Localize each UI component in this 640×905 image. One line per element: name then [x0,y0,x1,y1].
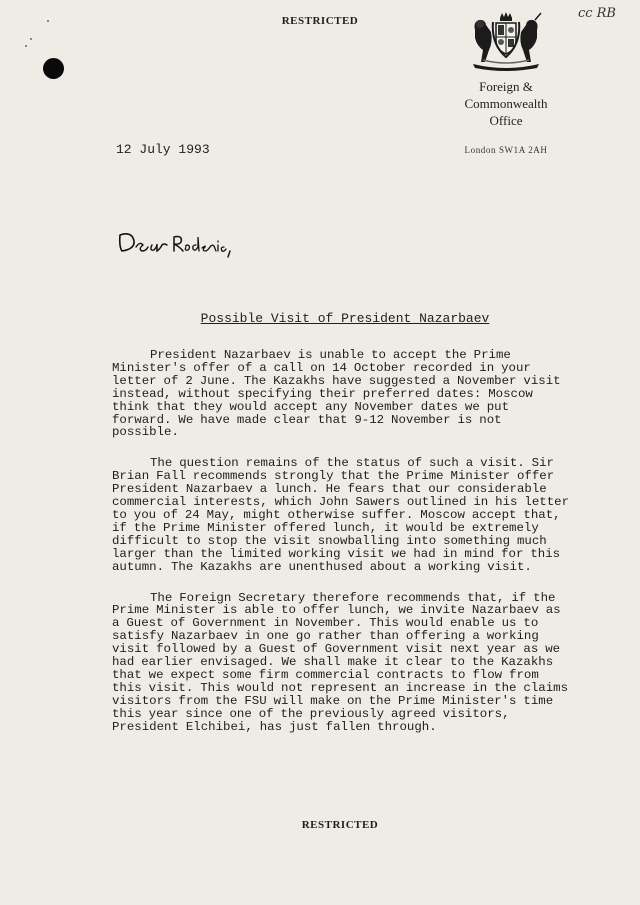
classification-header: RESTRICTED [281,15,359,27]
office-name [440,78,572,129]
office-line: Commonwealth [464,96,548,111]
classification-footer: RESTRICTED [301,819,379,831]
handwritten-annotation: cc RB [577,6,616,21]
office-address: London SW1A 2AH [464,145,548,155]
body-paragraph: President Nazarbaev is unable to accept the Prime Minister's offer of a call on 14 October recorded in your letter of 2 June. The Kazakhs have suggested a November visit instead, without specifying their preferred dates: Moscow think that they would accept any November dates we put forward. We have made clear that 9-12 November is not possible. [112,348,561,440]
handwritten-salutation [116,225,236,261]
paper-speck [30,38,32,40]
letter-date: 12 July 1993 [116,142,210,157]
office-line: Foreign & [479,79,533,94]
royal-coat-of-arms-icon [467,10,545,72]
letter-body [112,349,574,751]
body-paragraph: The question remains of the status of such a visit. Sir Brian Fall recommends strongly that the Prime Minister offer President Nazarbaev a lunch. He fears that our considerable commercial interests, which John Sawers outlined in his letter to you of 24 May, might otherwise suffer. Moscow accept that, if the Prime Minister offered lunch, it would be extremely difficult to stop the visit snowballing into something much larger than the limited working visit we had in mind for this autumn. The Kazakhs are unenthused about a working visit. [112,456,570,574]
paper-speck [25,45,27,47]
letter-subject: Possible Visit of President Nazarbaev [200,311,490,326]
body-paragraph: The Foreign Secretary therefore recommends that, if the Prime Minister is able to offer lunch, we invite Nazarbaev as a Guest of Government in November. This would enable us to satisfy Nazarbaev in one go rather than offering a working visit followed by a Guest of Government visit next year as we had earlier envisaged. We shall make it clear to the Kazakhs that we expect some firm commercial contracts to flow from this visit. This would not represent an increase in the claims visitors from the FSU will make on the Prime Minister's time this year since one of the previously agreed visitors, President Elchibei, has just fallen through. [112,590,569,734]
hole-punch [43,58,64,79]
paper-speck [47,20,49,22]
office-line: Office [489,113,523,128]
